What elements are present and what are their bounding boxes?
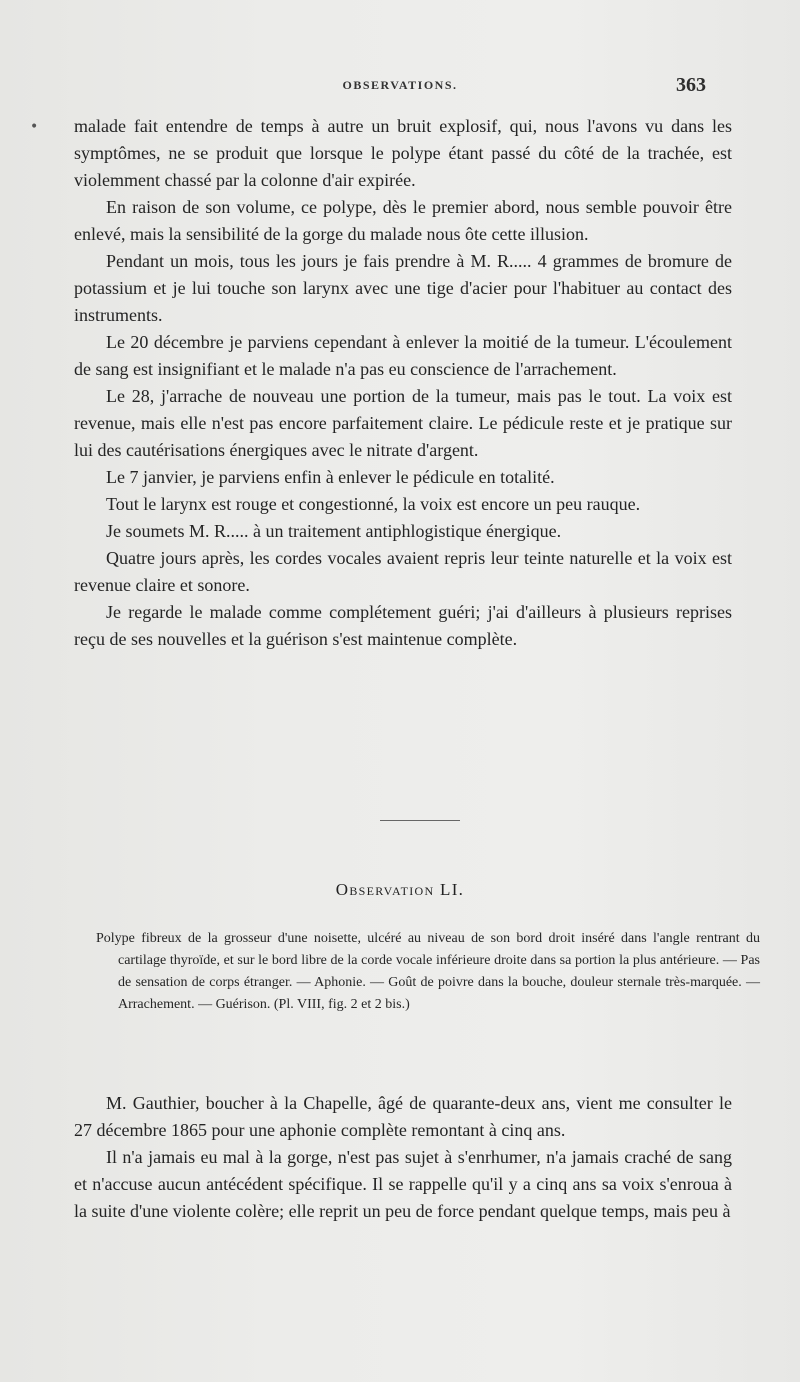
paragraph: Il n'a jamais eu mal à la gorge, n'est pas sujet à s'enrhumer, n'a jamais craché de sang et n'accuse aucun antécédent spécifique. Il se rappelle qu'il y a cinq ans sa voix s'enroua à la suite d'une violente colère; elle reprit un peu de force pendant quelque temps, mais peu à [74,1147,732,1221]
paragraph: Quatre jours après, les cordes vocales avaient repris leur teinte naturelle et la voix est revenue claire et sonore. [74,548,732,595]
page-number: 363 [676,74,706,96]
page-header [0,74,800,102]
margin-mark: • [30,119,39,135]
paragraph: En raison de son volume, ce polype, dès le premier abord, nous semble pouvoir être enlevé, mais la sensibilité de la gorge du malade nous ôte cette illusion. [74,197,732,244]
paragraph: malade fait entendre de temps à autre un bruit explosif, qui, nous l'avons vu dans les symptômes, ne se produit que lorsque le polype étant passé du côté de la trachée, est violemment chassé par la colonne d'air expirée. [74,116,732,190]
observation-abstract: Polype fibreux de la grosseur d'une noisette, ulcéré au niveau de son bord droit inséré dans l'angle rentrant du cartilage thyroïde, et sur le bord libre de la corde vocale inférieure droite dans sa portion la plus antérieure. — Pas de sensation de corps étranger. — Aphonie. — Goût de poivre dans la bouche, douleur sternale très-marquée. — Arrachement. — Guérison. (Pl. VIII, fig. 2 et 2 bis.) [96,931,760,1012]
section-separator [380,820,460,821]
running-head: OBSERVATIONS. [342,78,458,92]
paragraph: Le 28, j'arrache de nouveau une portion de la tumeur, mais pas le tout. La voix est revenue, mais elle n'est pas encore parfaitement claire. Le pédicule reste et je pratique sur lui des cautérisations énergiques avec le nitrate d'argent. [74,386,732,460]
text-section-a [74,113,732,653]
observation-title: Observation LI. [335,880,465,899]
paragraph: Pendant un mois, tous les jours je fais prendre à M. R..... 4 grammes de bromure de potassium et je lui touche son larynx avec une tige d'acier pour l'habituer au contact des instruments. [74,251,732,325]
paragraph: Je regarde le malade comme complétement guéri; j'ai d'ailleurs à plusieurs reprises reçu de ses nouvelles et la guérison s'est maintenue complète. [74,602,732,649]
paragraph: Je soumets M. R..... à un traitement antiphlogistique énergique. [106,521,562,541]
paragraph: Le 20 décembre je parviens cependant à enlever la moitié de la tumeur. L'écoulement de sang est insignifiant et le malade n'a pas eu conscience de l'arrachement. [74,332,732,379]
paragraph: M. Gauthier, boucher à la Chapelle, âgé de quarante-deux ans, vient me consulter le 27 décembre 1865 pour une aphonie complète remontant à cinq ans. [74,1093,732,1140]
paragraph: Tout le larynx est rouge et congestionné, la voix est encore un peu rauque. [106,494,641,514]
text-section-b [74,1090,732,1225]
paragraph: Le 7 janvier, je parviens enfin à enlever le pédicule en totalité. [106,467,555,487]
